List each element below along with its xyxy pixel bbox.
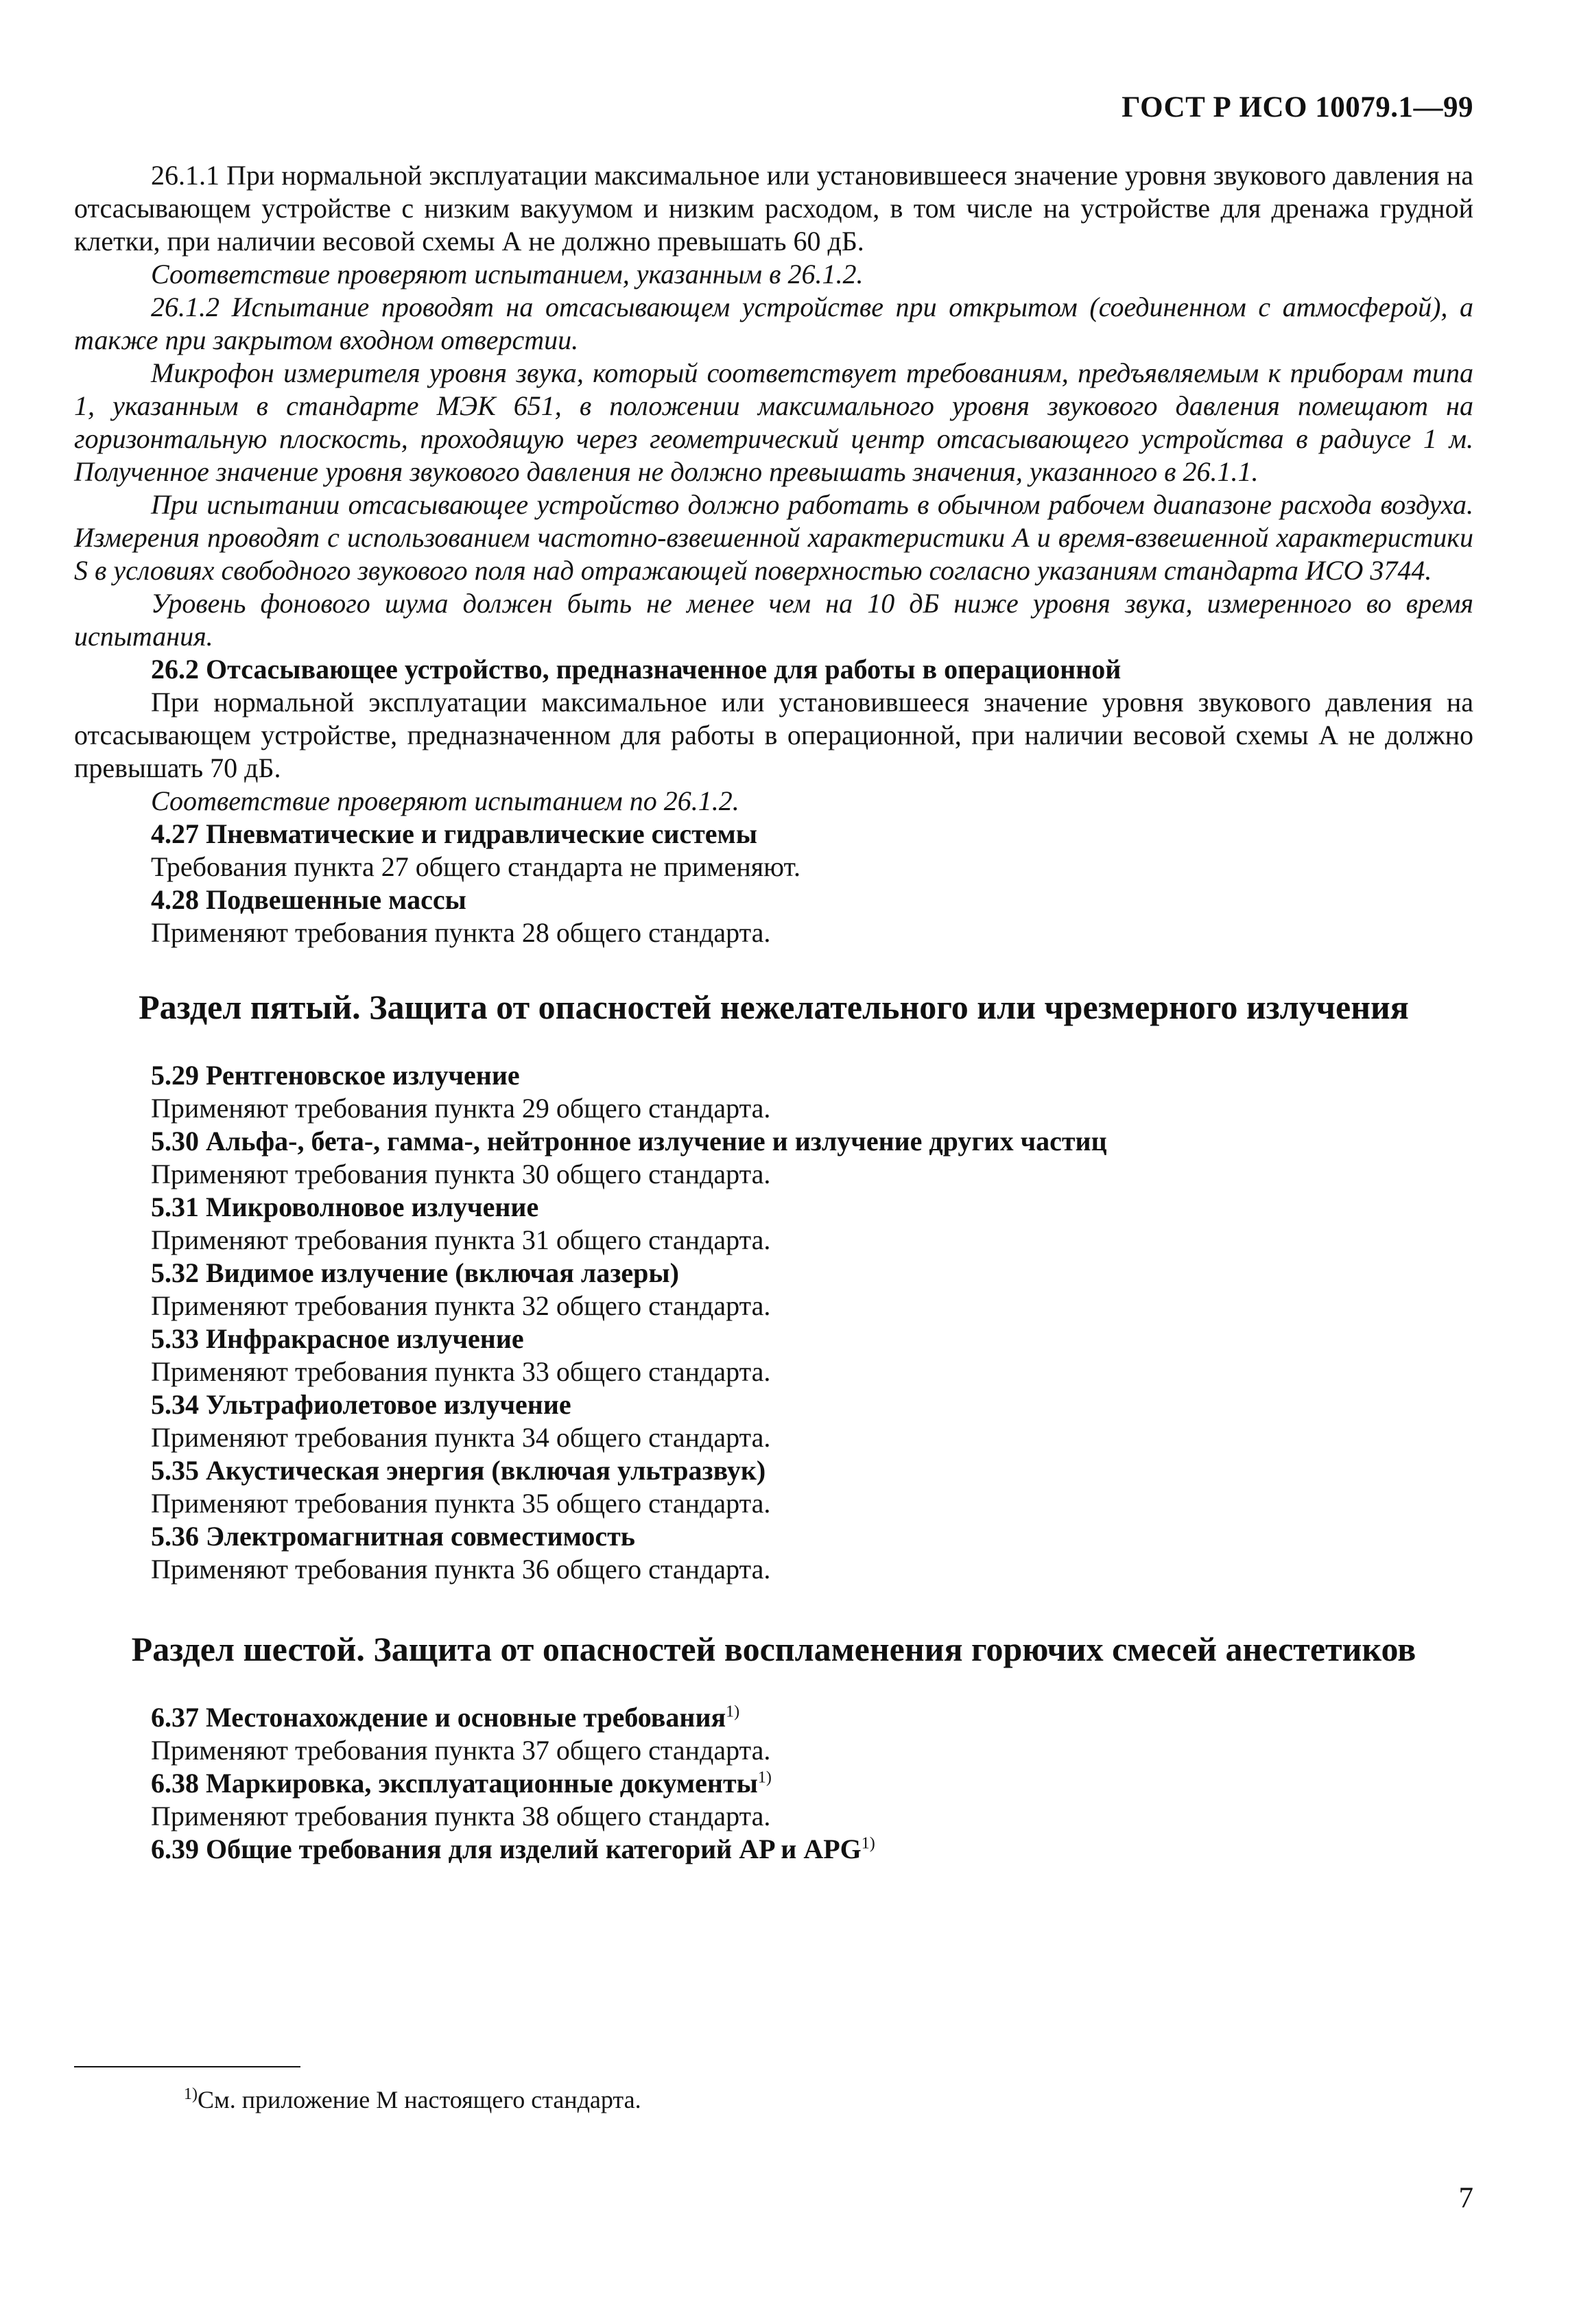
paragraph-26-1-2: 26.1.2 Испытание проводят на отсасывающем устройстве при открытом (соединенном с атмосферой), а также при закрытом входном отверстии. bbox=[74, 292, 1473, 355]
heading-5-36 bbox=[74, 1520, 1473, 1553]
heading-26-2-text: 26.2 Отсасывающее устройство, предназначенное для работы в операционной bbox=[151, 654, 1122, 685]
item-title: Видимое излучение (включая лазеры) bbox=[206, 1257, 679, 1288]
footnote-ref: 1) bbox=[861, 1834, 875, 1853]
item-text: Применяют требования пункта 31 общего стандарта. bbox=[151, 1224, 771, 1255]
heading-5-34 bbox=[74, 1388, 1473, 1421]
paragraph-test-conditions: При испытании отсасывающее устройство должно работать в обычном рабочем диапазоне расхода воздуха. Измерения проводят с использованием частотно-взвешенной характеристики А и время-взвешенной характеристики S в условиях свободного звукового поля над отражающей поверхностью согласно указаниям стандарта ИСО 3744. bbox=[74, 489, 1473, 586]
item-number: 5.35 bbox=[151, 1455, 199, 1486]
paragraph-background-noise: Уровень фонового шума должен быть не менее чем на 10 дБ ниже уровня звука, измеренного во время испытания. bbox=[74, 588, 1473, 652]
item-title: Подвешенные массы bbox=[206, 884, 466, 915]
item-title: Электромагнитная совместимость bbox=[206, 1521, 635, 1552]
footnote-ref: 1) bbox=[726, 1703, 740, 1721]
item-text: Применяют требования пункта 33 общего стандарта. bbox=[151, 1356, 771, 1387]
item-text: Применяют требования пункта 34 общего стандарта. bbox=[151, 1422, 771, 1453]
heading-6-38 bbox=[74, 1767, 1473, 1800]
heading-5-29 bbox=[74, 1059, 1473, 1092]
heading-4-27 bbox=[74, 818, 1473, 851]
paragraph-26-1-1: 26.1.1 При нормальной эксплуатации максимальное или установившееся значение уровня звукового давления на отсасывающем устройстве с низким вакуумом и низким расходом, в том числе на устройстве для дренажа грудной клетки, при наличии весовой схемы А не должно превышать 60 дБ. bbox=[74, 160, 1473, 257]
section-five-title: Раздел пятый. Защита от опасностей нежелательного или чрезмерного излучения bbox=[139, 988, 1409, 1026]
item-title: Акустическая энергия (включая ультразвук) bbox=[206, 1455, 766, 1486]
item-title: Общие требования для изделий категорий AP и APG bbox=[206, 1834, 862, 1864]
footnote-mark: 1) bbox=[184, 2085, 198, 2103]
item-number: 5.33 bbox=[151, 1323, 199, 1354]
heading-6-39 bbox=[74, 1833, 1473, 1866]
heading-5-33 bbox=[74, 1323, 1473, 1355]
paragraph-26-2-check: Соответствие проверяют испытанием по 26.1.2. bbox=[151, 785, 739, 816]
paragraph-microphone: Микрофон измерителя уровня звука, который соответствует требованиям, предъявляемым к приборам типа 1, указанным в стандарте МЭК 651, в положении максимального уровня звукового давления помещают на горизонтальную плоскость, проходящую через геометрический центр отсасывающего устройства в радиусе 1 м. Полученное значение уровня звукового давления не должно превышать значения, указанного в 26.1.1. bbox=[74, 357, 1473, 487]
item-text: Применяют требования пункта 32 общего стандарта. bbox=[151, 1290, 771, 1321]
item-number: 4.28 bbox=[151, 884, 199, 915]
item-number: 5.31 bbox=[151, 1191, 199, 1222]
paragraph-26-2: При нормальной эксплуатации максимальное или установившееся значение уровня звукового давления на отсасывающем устройстве, предназначенном для работы в операционной, при наличии весовой схемы А не должно превышать 70 дБ. bbox=[74, 687, 1473, 783]
document-header: ГОСТ Р ИСО 10079.1—99 bbox=[1122, 91, 1473, 123]
paragraph-check-26-1-2: Соответствие проверяют испытанием, указанным в 26.1.2. bbox=[151, 259, 864, 289]
page-number: 7 bbox=[1458, 2182, 1473, 2214]
item-title: Альфа-, бета-, гамма-, нейтронное излучение и излучение других частиц bbox=[206, 1126, 1107, 1157]
item-number: 5.36 bbox=[151, 1521, 199, 1552]
item-number: 5.30 bbox=[151, 1126, 199, 1157]
item-title: Маркировка, эксплуатационные документы bbox=[206, 1768, 758, 1799]
item-number: 6.38 bbox=[151, 1768, 199, 1799]
item-title: Рентгеновское излучение bbox=[206, 1060, 520, 1091]
item-text: Применяют требования пункта 37 общего стандарта. bbox=[151, 1735, 771, 1766]
item-title: Местонахождение и основные требования bbox=[206, 1702, 726, 1733]
footnote-divider bbox=[74, 2066, 300, 2067]
footnote-ref: 1) bbox=[757, 1768, 772, 1787]
footnote-text: См. приложение М настоящего стандарта. bbox=[198, 2086, 641, 2113]
item-text: Применяют требования пункта 38 общего стандарта. bbox=[151, 1801, 771, 1831]
item-number: 6.37 bbox=[151, 1702, 199, 1733]
item-text: Применяют требования пункта 35 общего стандарта. bbox=[151, 1488, 771, 1519]
footnote bbox=[184, 2085, 641, 2114]
item-title: Инфракрасное излучение bbox=[206, 1323, 524, 1354]
item-title: Ультрафиолетовое излучение bbox=[206, 1389, 571, 1420]
item-text: Применяют требования пункта 36 общего стандарта. bbox=[151, 1554, 771, 1585]
item-title: Микроволновое излучение bbox=[206, 1191, 539, 1222]
heading-26-2 bbox=[74, 653, 1473, 686]
heading-6-37 bbox=[74, 1701, 1473, 1734]
item-number: 5.29 bbox=[151, 1060, 199, 1091]
item-text: Применяют требования пункта 29 общего стандарта. bbox=[151, 1093, 771, 1124]
heading-5-32 bbox=[74, 1257, 1473, 1290]
item-number: 5.32 bbox=[151, 1257, 199, 1288]
item-title: Пневматические и гидравлические системы bbox=[206, 818, 758, 849]
heading-5-30 bbox=[74, 1125, 1473, 1158]
item-text: Требования пункта 27 общего стандарта не применяют. bbox=[151, 851, 800, 882]
item-text: Применяют требования пункта 30 общего стандарта. bbox=[151, 1159, 771, 1189]
item-number: 4.27 bbox=[151, 818, 199, 849]
content bbox=[74, 159, 1473, 1866]
item-number: 6.39 bbox=[151, 1834, 199, 1864]
heading-5-31 bbox=[74, 1191, 1473, 1224]
heading-4-28 bbox=[74, 884, 1473, 916]
heading-5-35 bbox=[74, 1454, 1473, 1487]
item-text: Применяют требования пункта 28 общего стандарта. bbox=[151, 917, 771, 948]
item-number: 5.34 bbox=[151, 1389, 199, 1420]
section-six-title: Раздел шестой. Защита от опасностей воспламенения горючих смесей анестетиков bbox=[131, 1630, 1416, 1668]
